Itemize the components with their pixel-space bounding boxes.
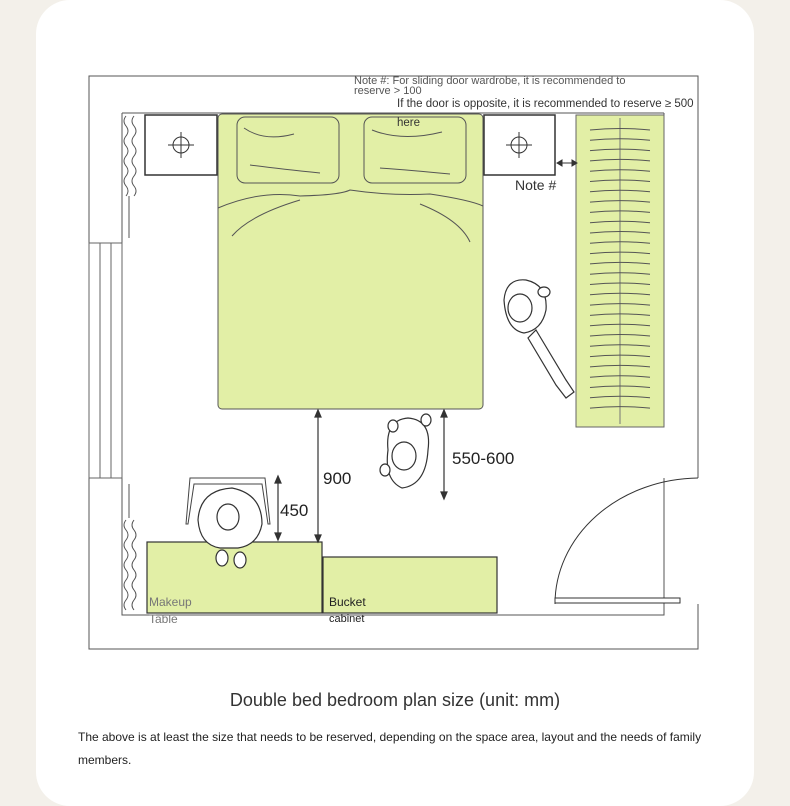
note-opposite-door: If the door is opposite, it is recommended to reserve ≥ 500 [397,98,694,110]
nightstand-right [484,115,555,175]
wardrobe [576,115,664,427]
person-reaching-wardrobe [504,280,574,398]
makeup-table-label-line2: Table [149,612,178,626]
dimension-450-label: 450 [280,501,309,520]
bucket-cabinet-label-line2: cabinet [329,613,365,625]
curtain-bottom [124,484,136,610]
door [555,478,698,604]
dimension-550-600 [441,410,447,499]
plan-description: The above is at least the size that needs to be reserved, depending on the space area, layout and the needs of family members. [78,730,702,767]
note-sliding-door-line2: reserve > 100 [354,85,422,97]
bucket-cabinet-label: Bucket [329,595,366,609]
makeup-table-label: Makeup [149,595,192,609]
dimension-note-arrow [557,160,577,166]
dimension-550-600-label: 550-600 [452,449,515,468]
plan-caption: Double bed bedroom plan size (unit: mm) [229,690,561,710]
double-bed [218,114,483,409]
note-opposite-door-line2: here [397,117,421,129]
dimension-900-label: 900 [323,469,352,488]
dimension-900 [315,410,321,542]
nightstand-left [145,115,217,175]
note-sliding-door: Note #: For sliding door wardrobe, it is recommended to [354,75,626,87]
window [89,243,122,478]
person-standing-center [380,414,431,488]
curtain-top [124,116,136,238]
note-marker: Note # [515,177,557,193]
